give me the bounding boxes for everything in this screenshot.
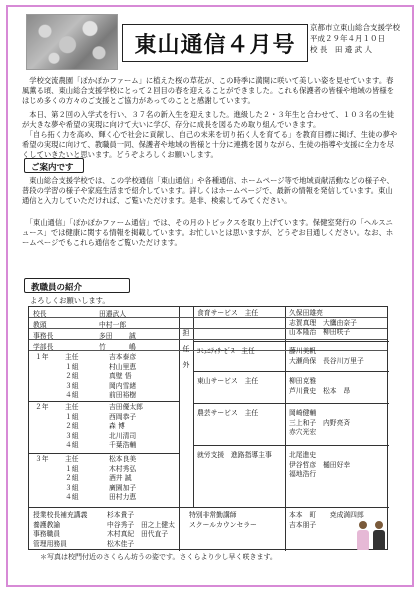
table-divider xyxy=(29,401,179,402)
table-divider xyxy=(193,341,389,342)
service-group-names: 藤川美帆 大瀬尚保 長谷川万里子 xyxy=(289,347,364,365)
newsletter-title xyxy=(122,24,308,62)
staff-table xyxy=(28,306,388,550)
section-heading-staff: 教職員の紹介 xyxy=(24,278,130,293)
school-name: 京都市立東山総合支援学校 xyxy=(310,23,400,32)
title-text: 東山通信４月号 xyxy=(134,32,296,58)
section-heading-notice: ご案内です xyxy=(24,158,84,173)
table-divider xyxy=(193,371,389,372)
principal-name: 校 長 田 邉 武 人 xyxy=(310,45,373,54)
service-group-names: 北尾進史 伊谷哲彦 樋田好幸 福地浩行 xyxy=(289,451,351,478)
person-icon xyxy=(356,521,370,550)
grade-1-roles: 主任 １組 ２組 ３組 ４組 xyxy=(65,353,79,399)
grade-3-roles: 主任 １組 ２組 ３組 ４組 xyxy=(65,455,79,501)
table-divider xyxy=(193,403,389,404)
intro-paragraph-3: 「自ら拓く力を高め、輝く心で社会に貢献し、自己の未来を切り拓く人を育てる」を教育目標に掲げ、生徒の夢や希望の実現に向けて、教職員一同、保護者や地域の皆様と十分に連携を図りながら、生徒の指導や支援に全力を尽くしていきたいと思います。どうぞよろしくお願いします。 xyxy=(22,130,398,160)
table-divider xyxy=(179,507,180,551)
table-row: 教頭 中村一郎 xyxy=(29,318,387,329)
grade-2-label: ２年 xyxy=(35,403,49,411)
service-group-names: 岡崎健輔 三上和子 内野亮斉 赤穴光宏 xyxy=(289,409,351,436)
service-group-names: 柳田克雅 芦川貴史 松本 昂 xyxy=(289,377,351,395)
table-divider xyxy=(193,445,389,446)
vertical-label: 担 任 外 xyxy=(182,329,190,369)
grade-1-label: １年 xyxy=(35,353,49,361)
notice-paragraph-2: 「東山通信」「ぽかぽかファーム通信」では、その月のトピックスを取り上げています。保健室発行の「ヘルスニュース」では健康に関する情報を掲載しています。お忙しいとは思いますが、どうぞお目通しください。なお、ホームページでもこれら通信をご覧いただけます。 xyxy=(22,218,394,248)
bottom-left-roles: 授業校長補充講義 養護教諭 事務職員 管理用務員 xyxy=(33,511,88,548)
notice-paragraph-1: 東山総合支援学校では、この学校通信「東山通信」や各種通信、ホームページ等で地域貢献活動などの様子や、普段の学習の様子や家庭生活まで紹介しています。詳しくはホームページで、最新の情報を発信しています。東山通信と入力していただければ、ご覧いただけます。是非、検索してみてください。 xyxy=(22,176,394,206)
bottom-left-names: 杉本貴子 中谷秀子 田之上健太 木村真紀 田代直子 松木佳子 xyxy=(107,511,175,548)
intro-paragraph-1: 学校交流農園「ぽかぽかファーム」に植えた桜の草花が、この時季に満開に咲いて美しい姿を見せています。春風薫る頃、東山総合支援学校にとって２回目の春を迎えることができました。これも保護者の皆様や地域の皆様をはじめ多くの方々のご支援とご協力があってのことと感謝しています。 xyxy=(22,76,394,106)
service-group-role: 就労支援 進路指導主事 xyxy=(197,451,272,459)
service-group-role: 食育サービス 主任 xyxy=(197,309,259,317)
bottom-mid-roles: 特別非常勤講師 スクールカウンセラー xyxy=(189,511,257,529)
table-row: 事務長 多田 誠 xyxy=(29,329,387,340)
service-group-names: 久保田雄亮 志賀真理 大鷹由奈子 山本隆治 柳田咲子 xyxy=(289,309,357,336)
staff-illustration xyxy=(354,512,390,550)
grade-2-names: 吉田優太郎 西岡恭子 森 博 北川清司 千葉浩輔 xyxy=(109,403,143,449)
cherry-blossom-photo xyxy=(26,14,118,70)
service-group-role: 農芸サービス 主任 xyxy=(197,409,259,417)
table-row: 学部長 竹 嶋 xyxy=(29,340,387,351)
bottom-right-names: 本本 町 尭成満四郎 吉本朋子 xyxy=(289,511,364,529)
table-divider xyxy=(29,453,179,454)
intro-paragraph-2: 本日、第２回の入学式を行い、３７名の新入生を迎えました。進級した２・３年生と合わせて、１０３名の生徒が大きな夢や希望の実現に向けて大いに学び、存分に成長を図るため取り組んでいきます。 xyxy=(22,110,394,130)
person-icon xyxy=(372,521,386,550)
table-row: 校長 田邉武人 xyxy=(29,307,387,318)
grade-3-names: 松本良美 木村秀弘 酒井 誠 廣園加子 田村力恵 xyxy=(109,455,137,501)
grade-3-label: ３年 xyxy=(35,455,49,463)
service-group-role: ｺﾐｭﾆﾃｨｻｰﾋﾞｽ 主任 xyxy=(197,347,255,355)
grade-2-roles: 主任 １組 ２組 ３組 ４組 xyxy=(65,403,79,449)
grade-1-names: 吉本泰彦 村山里恵 真壁 悟 岡内雪緒 前田裕樹 xyxy=(109,353,137,399)
publisher-info xyxy=(310,22,414,55)
service-group-role: 東山サービス 主任 xyxy=(197,377,259,385)
issue-date: 平成２９年４月１０日 xyxy=(310,34,385,43)
staff-lead-text: よろしくお願いします。 xyxy=(30,296,110,305)
footnote: ＊写真は校門付近のさくらん坊うの姿です。さくらより少し早く咲きます。 xyxy=(40,553,277,561)
table-divider xyxy=(29,507,389,508)
